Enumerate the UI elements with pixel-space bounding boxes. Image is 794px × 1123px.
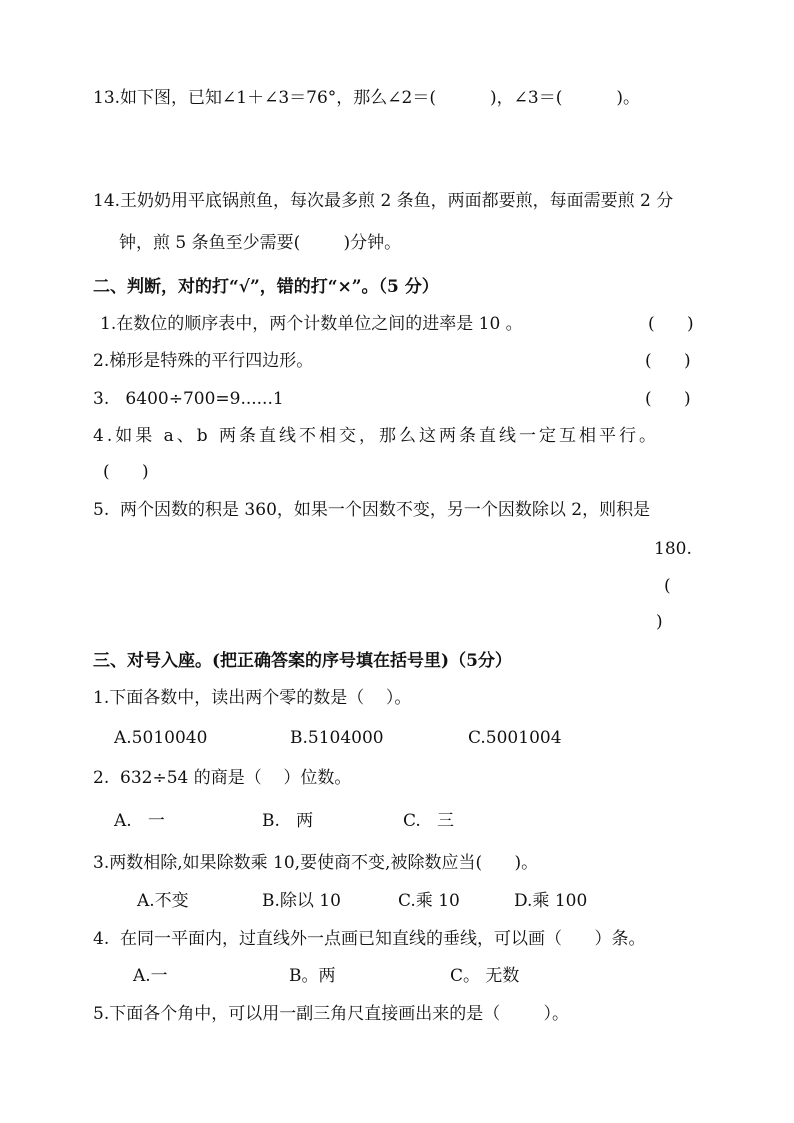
choice-3-option-b: B.除以 10	[262, 891, 341, 911]
judge-answer-paren-5-close: )	[656, 612, 663, 632]
choice-3-option-d: D.乘 100	[514, 891, 588, 911]
choice-question-4: 4. 在同一平面内，过直线外一点画已知直线的垂线，可以画（ ）条。	[93, 929, 646, 949]
choice-2-option-c: C. 三	[403, 811, 455, 831]
choice-4-option-a: A.一	[133, 966, 168, 986]
question-14-line-2: 钟，煎 5 条鱼至少需要( )分钟。	[119, 233, 402, 253]
question-14-line-1: 14.王奶奶用平底锅煎鱼，每次最多煎 2 条鱼，两面都要煎，每面需要煎 2 分	[93, 191, 674, 211]
choice-question-1: 1.下面各数中，读出两个零的数是（ ）。	[93, 688, 412, 708]
choice-question-3: 3.两数相除,如果除数乘 10,要使商不变,被除数应当( )。	[93, 853, 539, 873]
section-3-heading: 三、对号入座。(把正确答案的序号填在括号里)（5分）	[93, 651, 512, 671]
section-2-heading: 二、判断，对的打“√”，错的打“×”。（5 分）	[93, 277, 439, 297]
judge-question-5-value: 180.	[654, 539, 692, 559]
judge-question-5: 5. 两个因数的积是 360，如果一个因数不变，另一个因数除以 2，则积是	[93, 500, 651, 520]
question-13: 13.如下图，已知∠1＋∠3＝76°，那么∠2＝( )，∠3＝( )。	[93, 88, 641, 108]
judge-answer-paren-4: ( )	[103, 462, 149, 482]
judge-answer-paren-3: ( )	[645, 389, 691, 409]
choice-1-option-c: C.5001004	[468, 728, 562, 748]
judge-answer-paren-2: ( )	[645, 351, 691, 371]
choice-3-option-c: C.乘 10	[398, 891, 460, 911]
choice-question-5: 5.下面各个角中，可以用一副三角尺直接画出来的是（ ）。	[93, 1004, 569, 1024]
choice-4-option-b: B。两	[289, 966, 336, 986]
choice-2-option-b: B. 两	[262, 811, 314, 831]
judge-answer-paren-1: ( )	[648, 314, 694, 334]
judge-question-3: 3. 6400÷700=9......1	[93, 389, 284, 409]
choice-1-option-b: B.5104000	[290, 728, 384, 748]
choice-2-option-a: A. 一	[114, 811, 165, 831]
choice-question-2: 2. 632÷54 的商是（ ）位数。	[93, 768, 352, 788]
judge-answer-paren-5-open: (	[664, 576, 671, 596]
choice-3-option-a: A.不变	[137, 891, 189, 911]
judge-question-4: 4.如果 a、b 两条直线不相交，那么这两条直线一定互相平行。	[93, 426, 660, 446]
judge-question-1: 1.在数位的顺序表中，两个计数单位之间的进率是 10 。	[100, 314, 523, 334]
choice-4-option-c: C。 无数	[450, 966, 520, 986]
choice-1-option-a: A.5010040	[114, 728, 208, 748]
judge-question-2: 2.梯形是特殊的平行四边形。	[93, 351, 314, 371]
